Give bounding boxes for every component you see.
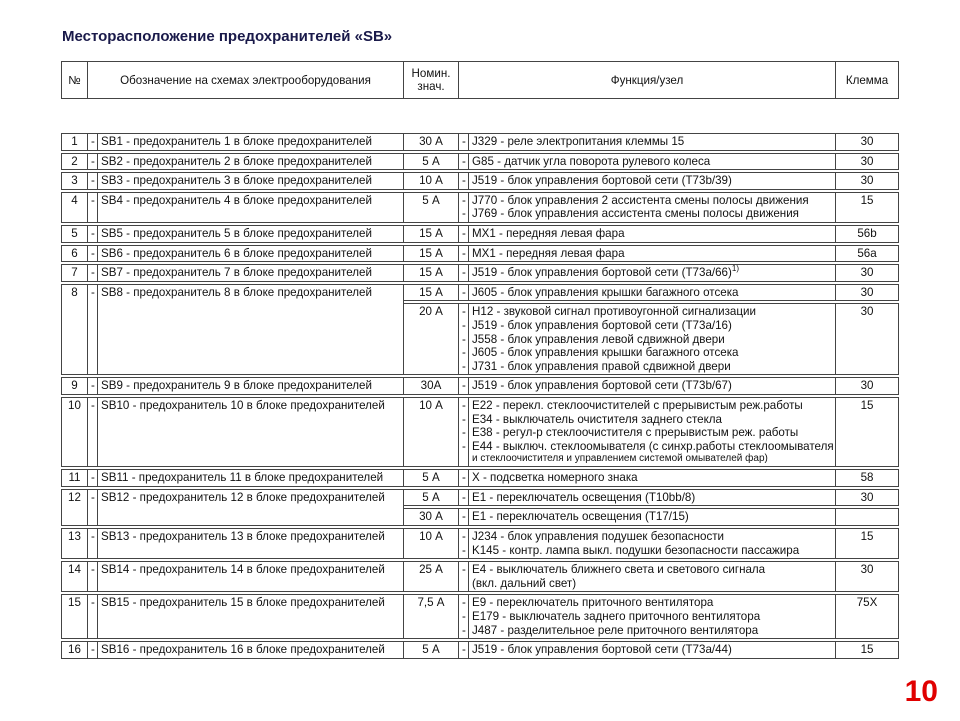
header-terminal: Клемма <box>836 62 899 99</box>
fuse-designation: SB1 - предохранитель 1 в блоке предохранителей <box>98 134 404 151</box>
dash-cell: - <box>88 470 98 487</box>
function-line: G85 - датчик угла поворота рулевого колеса <box>472 154 711 168</box>
fuse-designation: SB13 - предохранитель 13 в блоке предохранителей <box>98 529 404 559</box>
header-num: № <box>62 62 88 99</box>
nominal-value: 10 А <box>404 173 459 190</box>
table-header <box>62 62 899 99</box>
nominal-value: 5 А <box>404 489 459 506</box>
function-cell <box>469 489 836 506</box>
dash-cell: - <box>88 562 98 592</box>
function-line: K145 - контр. лампа выкл. подушки безопасности пассажира <box>472 543 800 557</box>
function-cell <box>469 397 836 466</box>
function-line: J519 - блок управления бортовой сети (T73b/39) <box>472 174 732 188</box>
dash-cell: - <box>88 378 98 395</box>
table-row <box>62 595 899 639</box>
function-cell <box>469 562 836 592</box>
header-nominal-line1: Номин. <box>411 67 451 80</box>
terminal-value: 30 <box>836 304 899 375</box>
table-row <box>62 153 899 170</box>
function-cell <box>469 642 836 659</box>
fuse-number: 7 <box>62 265 88 282</box>
terminal-value: 15 <box>836 192 899 222</box>
dash-cell: - <box>459 489 469 506</box>
function-line: E34 - выключатель очистителя заднего стекла <box>472 412 722 426</box>
function-cell <box>469 134 836 151</box>
dash-cell: - - <box>459 529 469 559</box>
function-line: J731 - блок управления правой сдвижной двери <box>472 359 731 373</box>
fuse-number: 15 <box>62 595 88 639</box>
dash-cell: - <box>88 397 98 466</box>
dash-cell: - <box>88 265 98 282</box>
dash-cell: - <box>459 265 469 282</box>
page-number: 10 <box>904 675 938 708</box>
function-line: E4 - выключатель ближнего света и светового сигнала <box>472 563 766 577</box>
dash-cell: - - - <box>459 595 469 639</box>
table-row <box>62 173 899 190</box>
dash-cell: - <box>459 173 469 190</box>
function-cell <box>469 173 836 190</box>
table-row <box>62 192 899 222</box>
fuse-number: 2 <box>62 153 88 170</box>
fuse-designation: SB9 - предохранитель 9 в блоке предохранителей <box>98 378 404 395</box>
terminal-value: 30 <box>836 173 899 190</box>
nominal-value: 5 А <box>404 153 459 170</box>
fuse-number: 11 <box>62 470 88 487</box>
footnote-mark: 1) <box>731 264 739 274</box>
terminal-value: 56b <box>836 225 899 242</box>
nominal-value: 30А <box>404 378 459 395</box>
function-line: J558 - блок управления левой сдвижной двери <box>472 332 725 346</box>
fuse-designation: SB6 - предохранитель 6 в блоке предохранителей <box>98 245 404 262</box>
fuse-table-body <box>62 134 899 661</box>
terminal-value: 30 <box>836 153 899 170</box>
dash-cell: - <box>88 192 98 222</box>
table-row <box>62 489 899 506</box>
fuse-designation: SB2 - предохранитель 2 в блоке предохранителей <box>98 153 404 170</box>
function-line: J769 - блок управления ассистента смены полосы движения <box>472 207 799 221</box>
function-line: E44 - выключ. стеклоомывателя (с синхр.работы стеклоомывателя <box>472 439 834 453</box>
nominal-value: 15 А <box>404 265 459 282</box>
function-line: E179 - выключатель заднего приточного вентилятора <box>472 610 761 624</box>
function-cell <box>469 509 836 526</box>
fuse-number: 8 <box>62 284 88 375</box>
function-line: MX1 - передняя левая фара <box>472 246 625 260</box>
nominal-value: 15 А <box>404 284 459 301</box>
fuse-number: 3 <box>62 173 88 190</box>
nominal-value: 30 А <box>404 509 459 526</box>
header-nominal-line2: знач. <box>417 80 445 93</box>
dash-cell: - - - - - <box>459 304 469 375</box>
fuse-number: 5 <box>62 225 88 242</box>
fuse-number: 10 <box>62 397 88 466</box>
function-line: J329 - реле электропитания клеммы 15 <box>472 135 685 148</box>
dash-cell: - - <box>459 192 469 222</box>
fuse-designation: SB8 - предохранитель 8 в блоке предохранителей <box>98 284 404 375</box>
function-cell <box>469 378 836 395</box>
fuse-number: 12 <box>62 489 88 525</box>
table-row <box>62 265 899 282</box>
dash-cell: - <box>88 173 98 190</box>
function-line: и стеклоочистителя и управлением системой омывателей фар) <box>472 453 768 465</box>
dash-cell: - <box>88 245 98 262</box>
table-row <box>62 378 899 395</box>
table-row <box>62 562 899 592</box>
function-cell <box>469 595 836 639</box>
dash-cell: - <box>459 225 469 242</box>
dash-cell: - - - - <box>459 397 469 466</box>
terminal-value: 30 <box>836 265 899 282</box>
function-line: MX1 - передняя левая фара <box>472 226 625 240</box>
dash-cell: - <box>459 153 469 170</box>
function-cell <box>469 192 836 222</box>
terminal-value: 15 <box>836 529 899 559</box>
header-nominal <box>404 62 459 99</box>
fuse-designation: SB16 - предохранитель 16 в блоке предохранителей <box>98 642 404 659</box>
dash-cell: - <box>88 489 98 525</box>
nominal-value: 10 А <box>404 529 459 559</box>
fuse-designation: SB14 - предохранитель 14 в блоке предохранителей <box>98 562 404 592</box>
dash-cell: - <box>459 509 469 526</box>
dash-cell: - <box>459 642 469 659</box>
function-line: E38 - регул-р стеклоочистителя с прерывистым реж. работы <box>472 426 799 440</box>
function-cell <box>469 470 836 487</box>
table-row <box>62 529 899 559</box>
terminal-value: 75X <box>836 595 899 639</box>
dash-cell: - <box>459 284 469 301</box>
function-line: J519 - блок управления бортовой сети (T73a/16) <box>472 318 732 332</box>
function-line: (вкл. дальний свет) <box>472 576 577 590</box>
nominal-value: 5 А <box>404 192 459 222</box>
dash-cell: - <box>459 470 469 487</box>
function-line: E9 - переключатель приточного вентилятора <box>472 596 714 610</box>
terminal-value: 15 <box>836 642 899 659</box>
dash-cell: - <box>459 134 469 151</box>
nominal-value: 7,5 А <box>404 595 459 639</box>
dash-cell: - <box>88 529 98 559</box>
table-row <box>62 397 899 466</box>
table-row <box>62 470 899 487</box>
terminal-value: 30 <box>836 489 899 506</box>
function-line: J487 - разделительное реле приточного вентилятора <box>472 623 759 637</box>
function-line: J519 - блок управления бортовой сети (T73a/44) <box>472 643 732 657</box>
dash-cell: - <box>459 562 469 592</box>
dash-cell: - <box>88 642 98 659</box>
function-line: H12 - звуковой сигнал противоугонной сигнализации <box>472 305 756 319</box>
fuse-number: 14 <box>62 562 88 592</box>
dash-cell: - <box>88 284 98 375</box>
nominal-value: 5 А <box>404 642 459 659</box>
function-cell <box>469 284 836 301</box>
function-line: J234 - блок управления подушек безопасности <box>472 530 725 544</box>
nominal-value: 15 А <box>404 245 459 262</box>
header-designation: Обозначение на схемах электрооборудования <box>88 62 404 99</box>
terminal-value <box>836 509 899 526</box>
page-title: Месторасположение предохранителей «SB» <box>62 28 393 45</box>
function-line: X - подсветка номерного знака <box>472 471 638 485</box>
nominal-value: 25 А <box>404 562 459 592</box>
function-line: E22 - перекл. стеклоочистителей с прерывистым реж.работы <box>472 398 803 412</box>
nominal-value: 5 А <box>404 470 459 487</box>
terminal-value: 30 <box>836 378 899 395</box>
nominal-value: 10 А <box>404 397 459 466</box>
fuse-number: 4 <box>62 192 88 222</box>
fuse-number: 16 <box>62 642 88 659</box>
table-row <box>62 284 899 301</box>
function-cell <box>469 245 836 262</box>
fuse-designation: SB5 - предохранитель 5 в блоке предохранителей <box>98 225 404 242</box>
nominal-value: 20 А <box>404 304 459 375</box>
fuse-number: 9 <box>62 378 88 395</box>
function-line: E1 - переключатель освещения (T17/15) <box>472 510 689 524</box>
function-cell <box>469 304 836 375</box>
function-cell <box>469 225 836 242</box>
header-function: Функция/узел <box>459 62 836 99</box>
function-line: J605 - блок управления крышки багажного отсека <box>472 285 739 299</box>
fuse-designation: SB12 - предохранитель 12 в блоке предохранителей <box>98 489 404 525</box>
nominal-value: 15 А <box>404 225 459 242</box>
fuse-table <box>61 61 899 661</box>
terminal-value: 15 <box>836 397 899 466</box>
function-line: J770 - блок управления 2 ассистента смены полосы движения <box>472 193 809 207</box>
fuse-designation: SB4 - предохранитель 4 в блоке предохранителей <box>98 192 404 222</box>
table-row <box>62 225 899 242</box>
terminal-value: 30 <box>836 562 899 592</box>
fuse-designation: SB15 - предохранитель 15 в блоке предохранителей <box>98 595 404 639</box>
fuse-designation: SB11 - предохранитель 11 в блоке предохранителей <box>98 470 404 487</box>
table-row <box>62 245 899 262</box>
terminal-value: 58 <box>836 470 899 487</box>
dash-cell: - <box>88 225 98 242</box>
nominal-value: 30 А <box>404 134 459 151</box>
table-row <box>62 134 899 151</box>
fuse-designation: SB10 - предохранитель 10 в блоке предохранителей <box>98 397 404 466</box>
fuse-designation: SB3 - предохранитель 3 в блоке предохранителей <box>98 173 404 190</box>
terminal-value: 30 <box>836 134 899 151</box>
dash-cell: - <box>88 153 98 170</box>
fuse-number: 6 <box>62 245 88 262</box>
function-cell <box>469 529 836 559</box>
function-line: E1 - переключатель освещения (T10bb/8) <box>472 490 696 504</box>
fuse-number: 13 <box>62 529 88 559</box>
table-row <box>62 642 899 659</box>
dash-cell: - <box>459 378 469 395</box>
fuse-number: 1 <box>62 134 88 151</box>
function-cell <box>469 265 836 282</box>
function-line: J519 - блок управления бортовой сети $(T73a/66)^{1)}$ <box>472 264 739 280</box>
dash-cell: - <box>88 134 98 151</box>
function-line: J519 - блок управления бортовой сети (T73b/67) <box>472 379 732 393</box>
function-cell <box>469 153 836 170</box>
function-line: J605 - блок управления крышки багажного отсека <box>472 346 739 360</box>
dash-cell: - <box>459 245 469 262</box>
terminal-value: 30 <box>836 284 899 301</box>
fuse-designation: SB7 - предохранитель 7 в блоке предохранителей <box>98 265 404 282</box>
terminal-value: 56a <box>836 245 899 262</box>
dash-cell: - <box>88 595 98 639</box>
